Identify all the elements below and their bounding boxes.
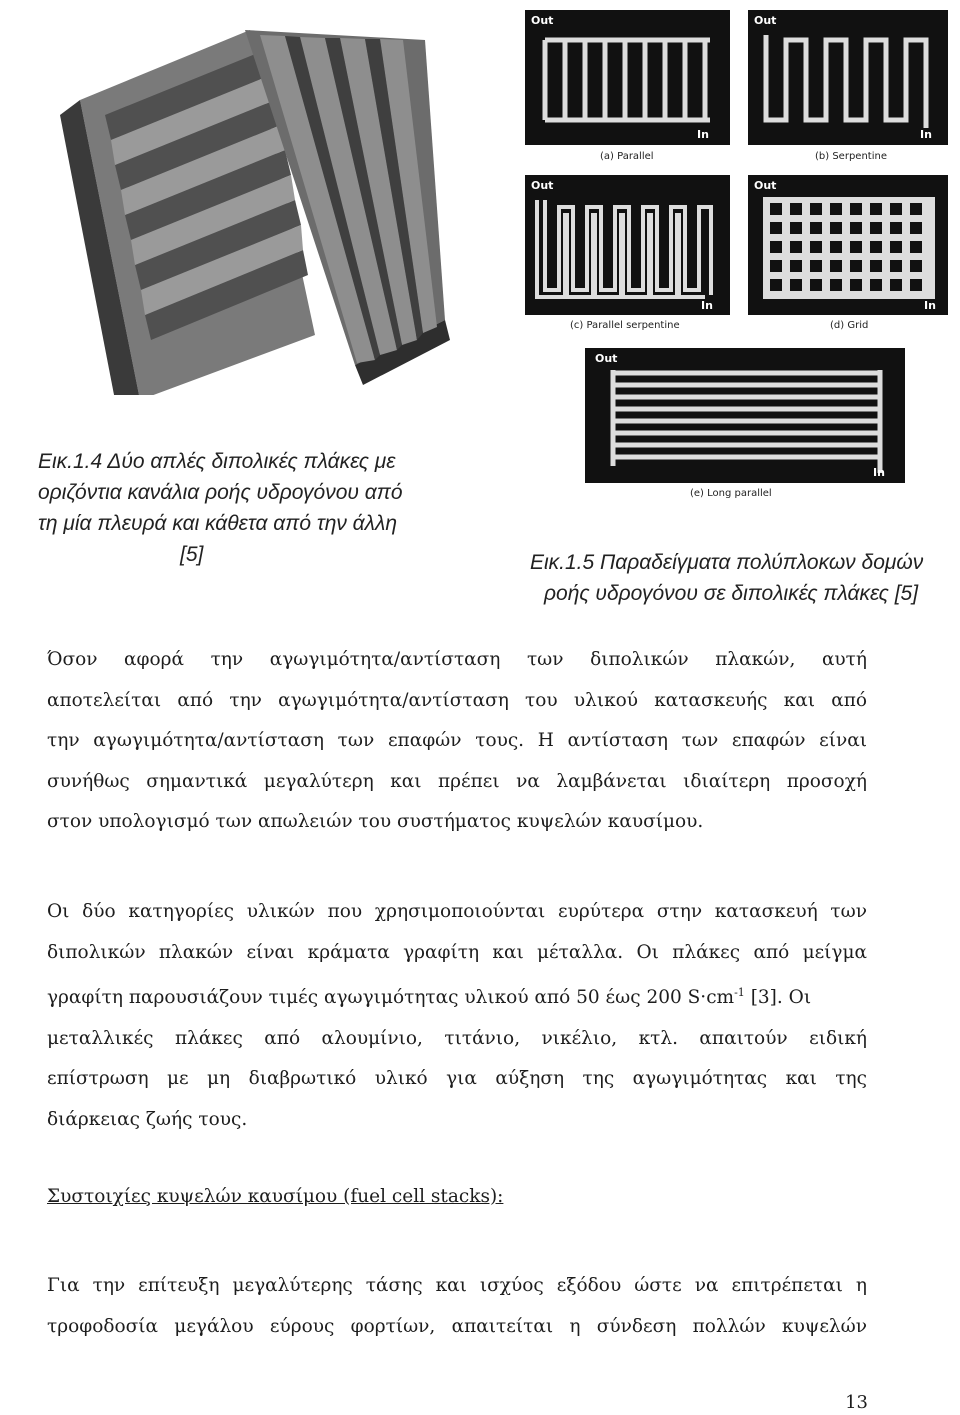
parallel-channels-graphic [525,10,730,145]
paragraph-line: μεταλλικές πλάκες από αλουμίνιο, τιτάνιο, νικέλιο, κτλ. απαιτούν ειδική [47,1027,867,1049]
caption-line: Εικ.1.5 Παραδείγματα πολύπλοκων δομών [530,551,924,574]
text-segment: γραφίτη παρουσιάζουν τιμές αγωγιμότητας υλικού από 50 έως 200 S·cm [47,987,735,1009]
paragraph-line: την αγωγιμότητα/αντίσταση των επαφών τους. Η αντίσταση των επαφών είναι [47,730,867,751]
in-label: In [697,128,709,141]
page-number: 13 [845,1392,868,1413]
out-label: Out [754,179,777,192]
paragraph-line: Οι δύο κατηγορίες υλικών που χρησιμοποιούνται ευρύτερα στην κατασκευή των [47,901,867,922]
out-label: Out [595,352,618,365]
out-label: Out [754,14,777,27]
figure-1-5-caption [530,547,950,609]
in-label: In [701,299,713,312]
paragraph-conductivity [47,640,867,843]
long-parallel-graphic [585,348,905,483]
flow-panel-parallel [525,10,730,145]
flow-panel-serpentine [748,10,948,145]
parallel-serpentine-graphic [525,175,730,315]
paragraph-materials [47,892,867,1140]
superscript-exponent: -1 [734,986,745,999]
in-label: In [924,299,936,312]
paragraph-line: διπολικών πλακών είναι κράματα γραφίτη και μέταλλα. Οι πλάκες από μείγμα [47,941,867,963]
bipolar-plates-illustration [45,5,465,395]
serpentine-channel-graphic [748,10,948,145]
paragraph-line: Όσον αφορά την αγωγιμότητα/αντίσταση των διπολικών πλακών, αυτή [47,649,867,670]
panel-caption-parallel: (a) Parallel [600,151,654,162]
panel-caption-grid: (d) Grid [830,320,869,331]
paragraph-line: επίστρωση με μη διαβρωτικό υλικό για αύξηση της αγωγιμότητας και της [47,1068,867,1090]
paragraph-line: Για την επίτευξη μεγαλύτερης τάσης και ισχύος εξόδου ώστε να επιτρέπεται η [47,1275,867,1296]
figure-1-4-caption [38,446,418,570]
panel-caption-serpentine: (b) Serpentine [815,151,887,162]
paragraph-line: στον υπολογισμό των απωλειών του συστήματος κυψελών καυσίμου. [47,811,704,832]
paragraph-stacks [47,1266,867,1347]
text-segment: [3]. Οι [744,987,812,1009]
caption-line: ροής υδρογόνου σε διπολικές πλάκες [5] [544,582,919,605]
caption-line: Εικ.1.4 Δύο απλές διπολικές πλάκες με [38,450,396,473]
caption-line: τη μία πλευρά και κάθετα από την άλλη [38,512,397,535]
caption-line: [5] [180,543,204,566]
in-label: In [873,466,885,479]
panel-caption-parallel-serpentine: (c) Parallel serpentine [570,320,680,331]
paragraph-line: συνήθως σημαντικά μεγαλύτερη και πρέπει να λαμβάνεται ιδιαίτερη προσοχή [47,770,867,792]
flow-panel-long-parallel [585,348,905,483]
out-label: Out [531,14,554,27]
paragraph-line: αποτελείται από την αγωγιμότητα/αντίσταση του υλικού κατασκευής και από [47,689,867,711]
section-heading: Συστοιχίες κυψελών καυσίμου (fuel cell stacks): [47,1186,504,1207]
grid-channels-graphic [748,175,948,315]
panel-caption-long-parallel: (e) Long parallel [690,488,772,499]
paragraph-line [47,973,867,1019]
flow-panel-grid [748,175,948,315]
caption-line: οριζόντια κανάλια ροής υδρογόνου από [38,481,403,504]
flow-panel-parallel-serpentine [525,175,730,315]
paragraph-line: διάρκειας ζωής τους. [47,1108,248,1130]
out-label: Out [531,179,554,192]
in-label: In [920,128,932,141]
paragraph-line: τροφοδοσία μεγάλου εύρους φορτίων, απαιτείται η σύνδεση πολλών κυψελών [47,1315,867,1337]
